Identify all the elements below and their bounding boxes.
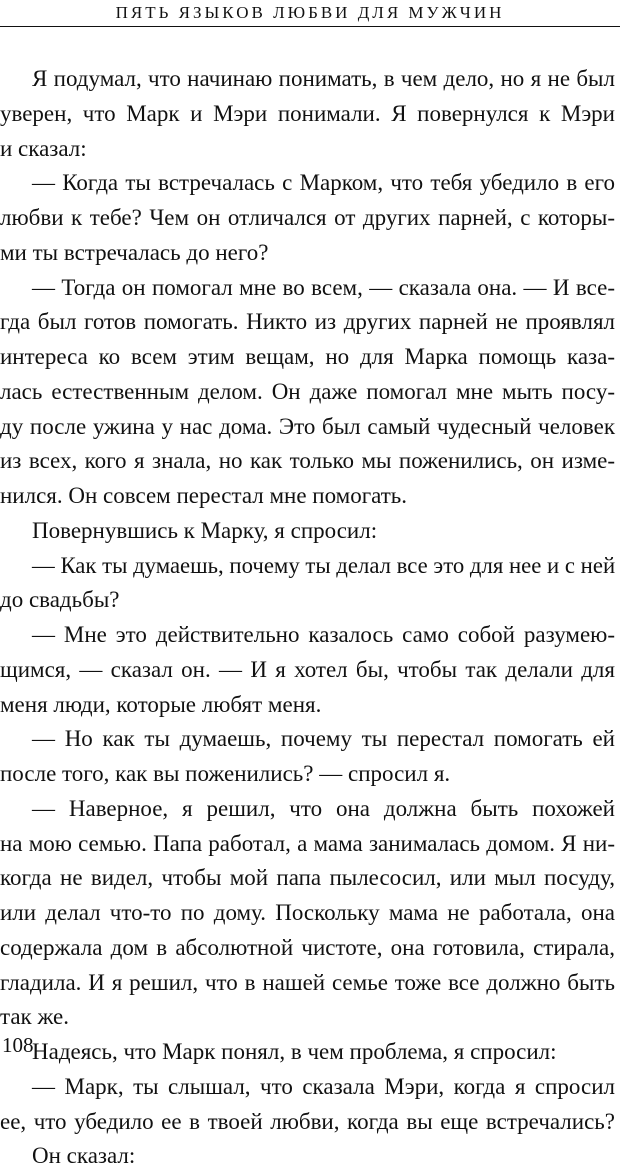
text-line: нился. Он совсем перестал мне помогать. bbox=[0, 483, 408, 508]
header-rule bbox=[0, 26, 620, 27]
text-line: — Тогда он помогал мне во всем, — сказала она. — И все- bbox=[32, 274, 615, 300]
text-line: из всех, кого я знала, но как только мы поженились, он изме- bbox=[0, 448, 615, 474]
text-line: — Но как ты думаешь, почему ты перестал помогать ей bbox=[32, 726, 615, 752]
text-line: Я подумал, что начинаю понимать, в чем дело, но я не был bbox=[32, 66, 615, 91]
text-line: или делал что-то по дому. Поскольку мама не работала, она bbox=[0, 900, 615, 925]
text-line: Повернувшись к Марку, я спросил: bbox=[32, 517, 378, 543]
text-line: — Когда ты встречалась с Марком, что тебя убедило в его bbox=[32, 170, 615, 196]
text-line: лась естественным делом. Он даже помогал мне мыть посу- bbox=[0, 378, 615, 404]
text-line: ду после ужина у нас дома. Это был самый чудесный человек bbox=[0, 413, 615, 439]
text-line: — Марк, ты слышал, что сказала Мэри, когда я спросил bbox=[32, 1073, 615, 1099]
text-line: интереса ко всем этим вещам, но для Марка помощь каза- bbox=[0, 344, 615, 369]
book-title: ПЯТЬ ЯЗЫКОВ ЛЮБВИ ДЛЯ МУЖЧИН bbox=[115, 3, 505, 22]
text-line: щимся, — сказал он. — И я хотел бы, чтобы так делали для bbox=[0, 656, 615, 682]
page-number: 108 bbox=[2, 1033, 34, 1057]
text-line: после того, как вы поженились? — спросил я. bbox=[0, 761, 451, 786]
text-line: и сказал: bbox=[0, 135, 87, 161]
text-line: уверен, что Марк и Мэри понимали. Я повернулся к Мэри bbox=[0, 100, 615, 126]
text-line: гладила. И я решил, что в нашей семье тоже все должно быть bbox=[0, 969, 615, 995]
text-line: на мою семью. Папа работал, а мама занималась домом. Я ни- bbox=[0, 830, 615, 856]
text-line: содержала дом в абсолютной чистоте, она готовила, стирала, bbox=[0, 934, 615, 960]
text-line: ее, что убедило ее в твоей любви, когда вы еще встречались? bbox=[0, 1108, 615, 1134]
text-line: любви к тебе? Чем он отличался от других парней, с которы- bbox=[0, 205, 615, 230]
text-line: Он сказал: bbox=[32, 1143, 136, 1169]
text-line: так же. bbox=[0, 1004, 70, 1030]
text-line: гда был готов помогать. Никто из других парней не проявлял bbox=[0, 309, 615, 335]
running-header bbox=[0, 0, 620, 26]
text-line: — Мне это действительно казалось само собой разумею- bbox=[32, 622, 615, 647]
text-line: — Наверное, я решил, что она должна быть похожей bbox=[32, 795, 615, 821]
text-line: ми ты встречалась до него? bbox=[0, 239, 269, 265]
text-line: когда не видел, чтобы мой папа пылесосил, или мыл посуду, bbox=[0, 865, 615, 891]
text-line: до свадьбы? bbox=[0, 587, 120, 613]
text-line: меня люди, которые любят меня. bbox=[0, 691, 322, 717]
text-line: Надеясь, что Марк понял, в чем проблема, я спросил: bbox=[32, 1039, 557, 1064]
text-line: — Как ты думаешь, почему ты делал все это для нее и с ней bbox=[32, 552, 616, 578]
body-text bbox=[0, 62, 615, 1174]
